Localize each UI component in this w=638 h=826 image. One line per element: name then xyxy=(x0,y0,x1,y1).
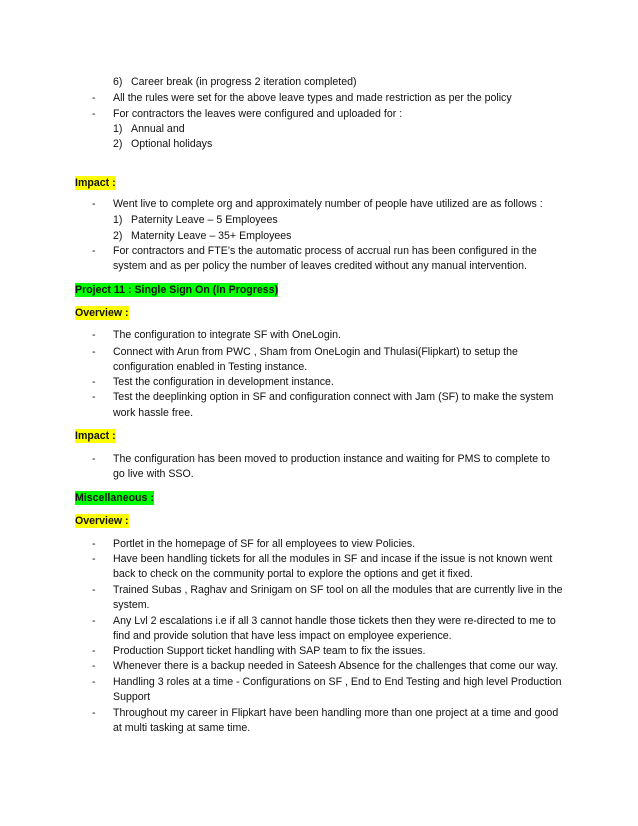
impact-heading: Impact : xyxy=(75,430,116,442)
bullet-text: Handling 3 roles at a time - Configurations on SF , End to End Testing and high level Production xyxy=(113,676,562,688)
bullet-text-cont: find and provide solution that have less impact on employee experience. xyxy=(113,630,452,642)
bullet-text: Trained Subas , Raghav and Srinigam on SF tool on all the modules that are currently live in the xyxy=(113,584,563,596)
bullet-text: All the rules were set for the above leave types and made restriction as per the policy xyxy=(113,92,512,104)
bullet-dash: - xyxy=(92,245,96,257)
bullet-text: Portlet in the homepage of SF for all employees to view Policies. xyxy=(113,538,416,550)
list-item-text: Career break (in progress 2 iteration completed) xyxy=(131,76,357,88)
list-item-text: Annual and xyxy=(131,123,185,135)
bullet-dash: - xyxy=(92,676,96,688)
list-number: 2) xyxy=(113,230,123,242)
list-number: 1) xyxy=(113,123,123,135)
bullet-text: Test the configuration in development instance. xyxy=(113,376,334,388)
bullet-text-cont: go live with SSO. xyxy=(113,468,194,480)
impact-heading: Impact : xyxy=(75,177,116,189)
bullet-text: Connect with Arun from PWC , Sham from OneLogin and Thulasi(Flipkart) to setup the xyxy=(113,346,518,358)
bullet-text-cont: configuration enabled in Testing instance. xyxy=(113,361,308,373)
bullet-dash: - xyxy=(92,615,96,627)
bullet-dash: - xyxy=(92,553,96,565)
overview-heading: Overview : xyxy=(75,515,129,527)
bullet-text: Any Lvl 2 escalations i.e if all 3 cannot handle those tickets then they were re-directed to me to xyxy=(113,615,556,627)
list-number: 2) xyxy=(113,138,123,150)
list-number: 6) xyxy=(113,76,123,88)
bullet-dash: - xyxy=(92,538,96,550)
bullet-text: The configuration has been moved to production instance and waiting for PMS to complete to xyxy=(113,453,550,465)
bullet-text-cont: system and as per policy the number of leaves credited without any manual intervention. xyxy=(113,260,527,272)
bullet-text-cont: back to check on the community portal to explore the options and get it fixed. xyxy=(113,568,473,580)
bullet-text-cont: work hassle free. xyxy=(113,407,194,419)
bullet-text-cont: Support xyxy=(113,691,151,703)
bullet-dash: - xyxy=(92,329,96,341)
bullet-text: Whenever there is a backup needed in Sateesh Absence for the challenges that come our way. xyxy=(113,660,559,672)
list-number: 1) xyxy=(113,214,123,226)
bullet-text: Throughout my career in Flipkart have been handling more than one project at a time and good xyxy=(113,707,559,719)
bullet-text: Test the deeplinking option in SF and configuration connect with Jam (SF) to make the system xyxy=(113,391,554,403)
bullet-text: For contractors and FTE’s the automatic process of accrual run has been configured in the xyxy=(113,245,537,257)
bullet-text: For contractors the leaves were configured and uploaded for : xyxy=(113,108,403,120)
overview-heading: Overview : xyxy=(75,307,129,319)
list-item-text: Paternity Leave – 5 Employees xyxy=(131,214,278,226)
bullet-dash: - xyxy=(92,660,96,672)
bullet-dash: - xyxy=(92,707,96,719)
bullet-text: Production Support ticket handling with SAP team to fix the issues. xyxy=(113,645,426,657)
bullet-dash: - xyxy=(92,92,96,104)
bullet-text-cont: at multi tasking at same time. xyxy=(113,722,251,734)
project-title: Project 11 : Single Sign On (In Progress) xyxy=(75,284,279,296)
bullet-dash: - xyxy=(92,198,96,210)
bullet-dash: - xyxy=(92,391,96,403)
bullet-dash: - xyxy=(92,346,96,358)
bullet-dash: - xyxy=(92,108,96,120)
bullet-text: Went live to complete org and approximately number of people have utilized are as follows : xyxy=(113,198,543,210)
bullet-text: Have been handling tickets for all the modules in SF and incase if the issue is not known went xyxy=(113,553,553,565)
bullet-dash: - xyxy=(92,376,96,388)
bullet-dash: - xyxy=(92,584,96,596)
bullet-text-cont: system. xyxy=(113,599,150,611)
bullet-text: The configuration to integrate SF with OneLogin. xyxy=(113,329,341,341)
bullet-dash: - xyxy=(92,645,96,657)
misc-title: Miscellaneous : xyxy=(75,492,154,504)
list-item-text: Optional holidays xyxy=(131,138,213,150)
list-item-text: Maternity Leave – 35+ Employees xyxy=(131,230,292,242)
bullet-dash: - xyxy=(92,453,96,465)
